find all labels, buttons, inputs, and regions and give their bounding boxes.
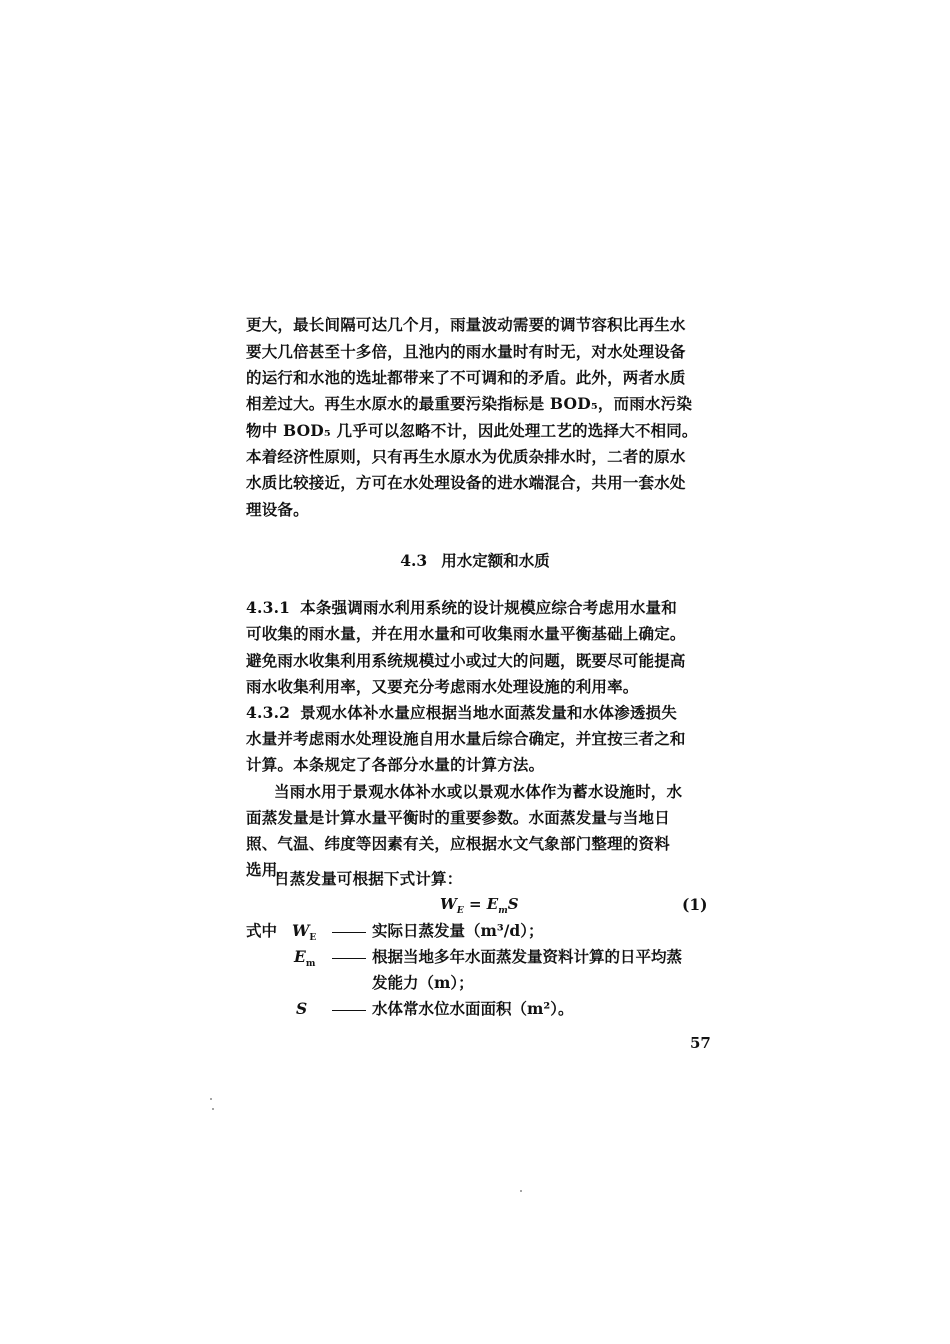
def-symbol-sub: E (309, 933, 317, 944)
paragraph-line: 的运行和水池的选址都带来了不可调和的矛盾。此外，两者水质 (246, 368, 686, 387)
def-symbol: E (294, 947, 306, 966)
paragraph-line: 雨水收集利用率，又要充分考虑雨水处理设施的利用率。 (246, 677, 639, 696)
def-symbol-sub: m (305, 959, 316, 970)
dash-icon (332, 932, 366, 933)
definition-continuation: 发能力（m）； (372, 973, 474, 992)
paragraph-line: 选用。 (246, 860, 294, 879)
clause-text: 本条强调雨水利用系统的设计规模应综合考虑用水量和 (300, 598, 677, 617)
clause-number: 4.3.2 (246, 703, 291, 722)
section-title: 用水定额和水质 (441, 551, 550, 570)
paragraph-line: 相差过大。再生水原水的最重要污染指标是 BOD₅，而雨水污染 (246, 394, 693, 413)
paragraph-line: 避免雨水收集利用系统规模过小或过大的问题，既要尽可能提高 (246, 651, 686, 670)
formula-number: (1) (682, 895, 708, 914)
formula-lhs: W (440, 895, 457, 913)
formula-lhs-sub: E (456, 906, 464, 916)
formula-rhs-a: E (486, 895, 499, 913)
paragraph-line: 要大几倍甚至十多倍，且池内的雨水量时有时无，对水处理设备 (246, 342, 686, 361)
paragraph-line: 水质比较接近，方可在水处理设备的进水端混合，共用一套水处 (246, 473, 686, 492)
definition-row (292, 921, 316, 948)
def-text: 根据当地多年水面蒸发量资料计算的日平均蒸 (372, 947, 683, 966)
def-symbol: W (292, 921, 310, 940)
definition-text-row (326, 947, 682, 967)
dash-icon (332, 958, 366, 959)
paragraph-line: 照、气温、纬度等因素有关，应根据水文气象部门整理的资料 (246, 834, 670, 853)
paragraph-line: 可收集的雨水量，并在用水量和可收集雨水量平衡基础上确定。 (246, 624, 686, 643)
scan-speck (210, 1098, 212, 1100)
dash-icon (332, 1010, 366, 1011)
definition-text-row (326, 921, 543, 941)
def-text: 实际日蒸发量（m³/d）； (372, 921, 544, 940)
definition-row (294, 947, 315, 974)
def-text: 水体常水位水面面积（m²）。 (372, 999, 574, 1018)
definition-row (296, 999, 307, 1019)
scan-speck (520, 1190, 522, 1192)
formula-intro: 日蒸发量可根据下式计算： (274, 869, 463, 888)
scan-speck (212, 1108, 214, 1110)
formula-rhs-b: S (507, 895, 519, 913)
section-number: 4.3 (400, 551, 428, 570)
definitions-lead: 式中 (246, 921, 278, 940)
paragraph-line: 当雨水用于景观水体补水或以景观水体作为蓄水设施时，水 (274, 782, 683, 801)
formula-rhs-a-sub: m (498, 906, 508, 916)
paragraph-line: 理设备。 (246, 500, 309, 519)
section-heading (0, 549, 950, 571)
clause-number: 4.3.1 (246, 598, 291, 617)
paragraph-line: 更大，最长间隔可达几个月，雨量波动需要的调节容积比再生水 (246, 315, 686, 334)
paragraph-line: 物中 BOD₅ 几乎可以忽略不计，因此处理工艺的选择大不相同。 (246, 421, 698, 440)
def-symbol: S (296, 999, 308, 1018)
paragraph-line: 本着经济性原则，只有再生水原水为优质杂排水时，二者的原水 (246, 447, 686, 466)
definition-text-row (326, 999, 573, 1019)
formula: $W_E = E_mS$ (440, 895, 519, 916)
clause-text: 景观水体补水量应根据当地水面蒸发量和水体渗透损失 (300, 703, 677, 722)
page-number: 57 (690, 1034, 711, 1052)
paragraph-line: 面蒸发量是计算水量平衡时的重要参数。水面蒸发量与当地日 (246, 808, 670, 827)
paragraph-line: 计算。本条规定了各部分水量的计算方法。 (246, 755, 545, 774)
paragraph-line: 水量并考虑雨水处理设施自用水量后综合确定，并宜按三者之和 (246, 729, 686, 748)
